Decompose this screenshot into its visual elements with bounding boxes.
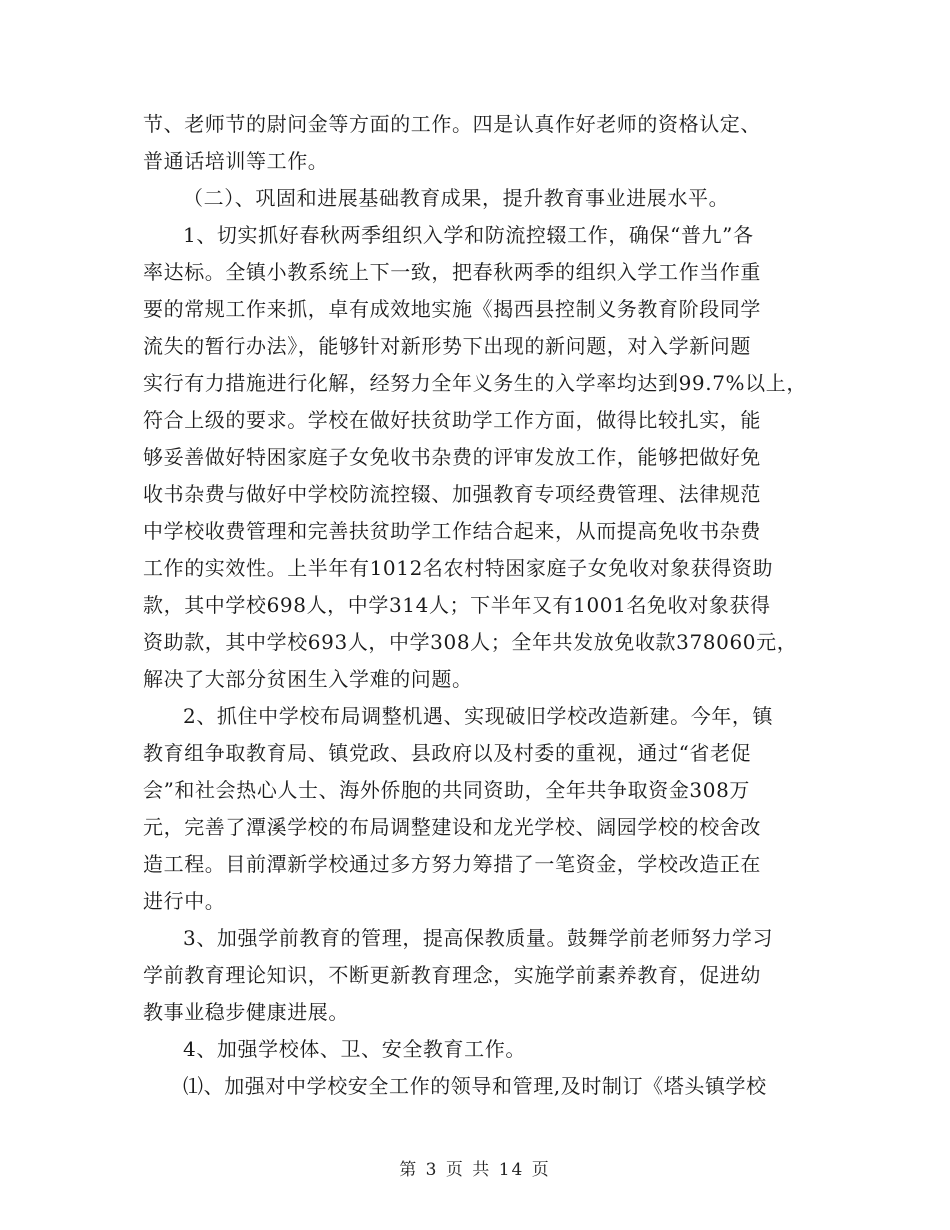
text-line: 元，完善了潭溪学校的布局调整建设和龙光学校、阔园学校的校舍改: [143, 815, 761, 839]
text-line: 节、老师节的尉问金等方面的工作。四是认真作好老师的资格认定、: [143, 112, 761, 136]
text-line: 进行中。: [143, 889, 226, 913]
text-line: 资助款，其中学校693人，中学308人；全年共发放免收款378060元，: [143, 630, 798, 654]
text-line: 收书杂费与做好中学校防流控辍、加强教育专项经费管理、法律规范: [143, 482, 761, 506]
text-line: 会”和社会热心人士、海外侨胞的共同资助，全年共争取资金308万: [143, 778, 750, 802]
text-line: 教事业稳步健康进展。: [143, 1000, 349, 1024]
text-line: 款，其中学校698人，中学314人；下半年又有1001名免收对象获得: [143, 593, 771, 617]
text-line: 中学校收费管理和完善扶贫助学工作结合起来，从而提高免收书杂费: [143, 519, 761, 543]
text-line: 普通话培训等工作。: [143, 149, 329, 173]
text-line: 率达标。全镇小教系统上下一致，把春秋两季的组织入学工作当作重: [143, 260, 761, 284]
text-line: 教育组争取教育局、镇党政、县政府以及村委的重视，通过“省老促: [143, 741, 752, 765]
body-text: [143, 106, 823, 1105]
text-line: 够妥善做好特困家庭子女免收书杂费的评审发放工作，能够把做好免: [143, 445, 761, 469]
text-line: 解决了大部分贫困生入学难的问题。: [143, 667, 473, 691]
paragraph-start: ⑴、加强对中学校安全工作的领导和管理,及时制订《塔头镇学校: [183, 1074, 767, 1098]
paragraph-start: 2、抓住中学校布局调整机遇、实现破旧学校改造新建。今年，镇: [183, 704, 774, 728]
paragraph-start: 3、加强学前教育的管理，提高保教质量。鼓舞学前老师努力学习: [183, 926, 774, 950]
paragraph-start: 4、加强学校体、卫、安全教育工作。: [183, 1037, 526, 1061]
text-line: 要的常规工作来抓，卓有成效地实施《揭西县控制义务教育阶段同学: [143, 297, 761, 321]
text-line: 工作的实效性。上半年有1012名农村特困家庭子女免收对象获得资助: [143, 556, 774, 580]
paragraph-start: 1、切实抓好春秋两季组织入学和防流控辍工作，确保“普九”各: [183, 223, 754, 247]
text-line: 符合上级的要求。学校在做好扶贫助学工作方面，做得比较扎实，能: [143, 408, 761, 432]
page-footer: 第 3 页 共 14 页: [399, 1160, 551, 1180]
text-line: 实行有力措施进行化解，经努力全年义务生的入学率均达到99.7%以上，: [143, 371, 807, 395]
text-line: 流失的暂行办法》，能够针对新形势下出现的新问题，对入学新问题: [143, 334, 751, 358]
text-line: 学前教育理论知识，不断更新教育理念，实施学前素养教育，促进幼: [143, 963, 761, 987]
text-line: 造工程。目前潭新学校通过多方努力筹措了一笔资金，学校改造正在: [143, 852, 761, 876]
section-heading: （二）、巩固和进展基础教育成果，提升教育事业进展水平。: [183, 186, 730, 210]
